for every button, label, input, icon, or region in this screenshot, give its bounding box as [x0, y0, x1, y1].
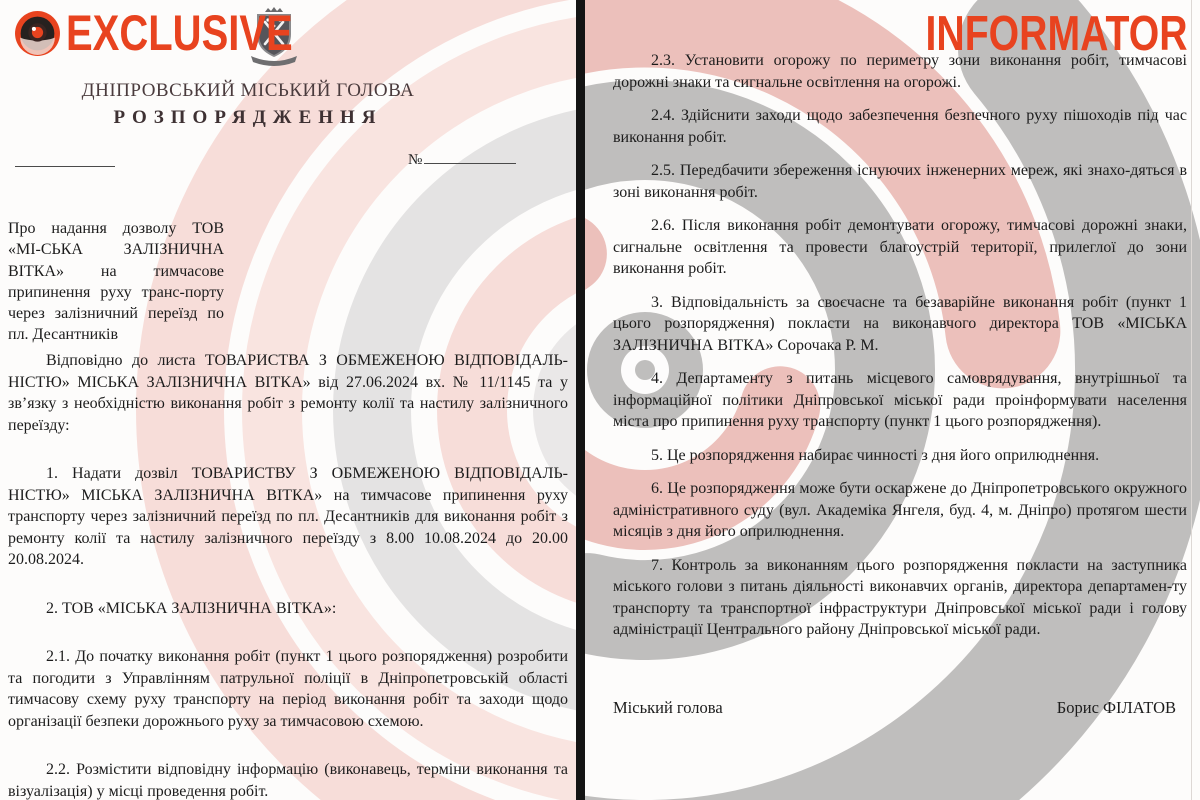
left-page-body [8, 350, 568, 800]
number-line [408, 148, 516, 169]
signer-name: Борис ФІЛАТОВ [1056, 698, 1176, 717]
exclusive-label: EXCLUSIVE [66, 5, 293, 61]
item-2-heading: 2. ТОВ «МІСЬКА ЗАЛІЗНИЧНА ВІТКА»: [46, 599, 337, 617]
right-page-body [613, 50, 1187, 653]
org-name: ДНІПРОВСЬКИЙ МІСЬКИЙ ГОЛОВА [81, 80, 415, 101]
item-2-3-paragraph: 2.3. Установити огорожу по периметру зони виконання робіт, тимчасові дорожні знаки та сигнальне освітлення на огорожі. [613, 52, 1187, 91]
item-2-1-paragraph: 2.1. До початку виконання робіт (пункт 1 цього розпорядження) розробити та погодити з Управлінням патрульної поліції в Дніпропетровській області тимчасову схему руху транспорту на період виконання робіт та заходи щодо організації безпеки дорожнього руху за тимчасовою схемою. [8, 648, 568, 730]
doc-type-title: РОЗПОРЯДЖЕННЯ [113, 107, 383, 128]
subject-paragraph: Про надання дозволу ТОВ «МІ-СЬКА ЗАЛІЗНИЧНА ВІТКА» на тимчасове припинення руху транс-порту через залізничний переїзд по пл. Десантників [8, 220, 224, 344]
item-2-5-paragraph: 2.5. Передбачити збереження існуючих інженерних мереж, які знахо-дяться в зоні виконання робіт. [613, 162, 1187, 201]
page-right [585, 0, 1200, 800]
item-4-paragraph: 4. Департаменту з питань місцевого самоврядування, внутрішньої та інформаційної політики Дніпровської міської ради проінформувати населення міста про припинення руху транспорту (пункт 1 цього розпорядження). [613, 370, 1187, 430]
page-left [0, 0, 576, 800]
number-sign: № [408, 152, 423, 168]
page-edge-line [1191, 0, 1192, 800]
page-divider [576, 0, 585, 800]
item-7-paragraph: 7. Контроль за виконанням цього розпорядження покласти на заступника міського голови з питань діяльності виконавчих органів, директора департамен-ту транспорту та транспортної інфраструктури Дніпровської міської ради і голову адміністрації Центрального району Дніпровської міської ради. [613, 556, 1187, 638]
item-2-4-paragraph: 2.4. Здійснити заходи щодо забезпечення безпечного руху пішоходів під час виконання робіт. [613, 107, 1187, 146]
exclusive-badge [14, 5, 349, 61]
item-5-paragraph: 5. Це розпорядження набирає чинності з дня його оприлюднення. [651, 446, 1100, 464]
eye-icon [14, 10, 61, 57]
item-3-paragraph: 3. Відповідальність за своєчасне та безаварійне виконання робіт (пункт 1 цього розпорядження) покласти на виконавчого директора ТОВ «МІСЬКА ЗАЛІЗНИЧНА ВІТКА» Сорочака Р. М. [613, 293, 1187, 354]
signer-title: Міський голова [613, 698, 723, 717]
item-1-paragraph: 1. Надати дозвіл ТОВАРИСТВУ З ОБМЕЖЕНОЮ ВІДПОВІДАЛЬ-НІСТЮ» МІСЬКА ЗАЛІЗНИЧНА ВІТКА» на тимчасове припинення руху транспорту через залізничний переїзд по пл. Десантників для виконання робіт з ремонту колії та настилу залізничного переїзду з 8.00 10.08.2024 до 20.00 20.08.2024. [8, 465, 568, 568]
informator-badge [860, 7, 1188, 61]
informator-label: INFORMATOR [925, 7, 1188, 61]
date-number-row [0, 144, 560, 174]
item-6-paragraph: 6. Це розпорядження може бути оскаржене до Дніпропетровського окружного адміністративного суду (вул. Академіка Янгеля, буд. 4, м. Дніпро) протягом шести місяців з дня його оприлюднення. [613, 480, 1187, 540]
intro-paragraph: Відповідно до листа ТОВАРИСТВА З ОБМЕЖЕНОЮ ВІДПОВІДАЛЬ-НІСТЮ» МІСЬКА ЗАЛІЗНИЧНА ВІТКА» від 27.06.2024 вх. № 11/1145 та у зв’язку з необхідністю виконання робіт з ремонту колії та настилу залізничного переїзду: [8, 352, 568, 434]
date-blank-line [15, 166, 115, 167]
item-2-6-paragraph: 2.6. Після виконання робіт демонтувати огорожу, тимчасові дорожні знаки, сигнальне освітлення та провести благоустрій території, прилеглої до зони виконання робіт. [613, 217, 1187, 277]
signature-row [613, 698, 1176, 718]
item-2-2-paragraph: 2.2. Розмістити відповідну інформацію (виконавець, терміни виконання та візуалізація) у місці проведення робіт. [8, 761, 568, 800]
number-blank-line [424, 148, 516, 164]
